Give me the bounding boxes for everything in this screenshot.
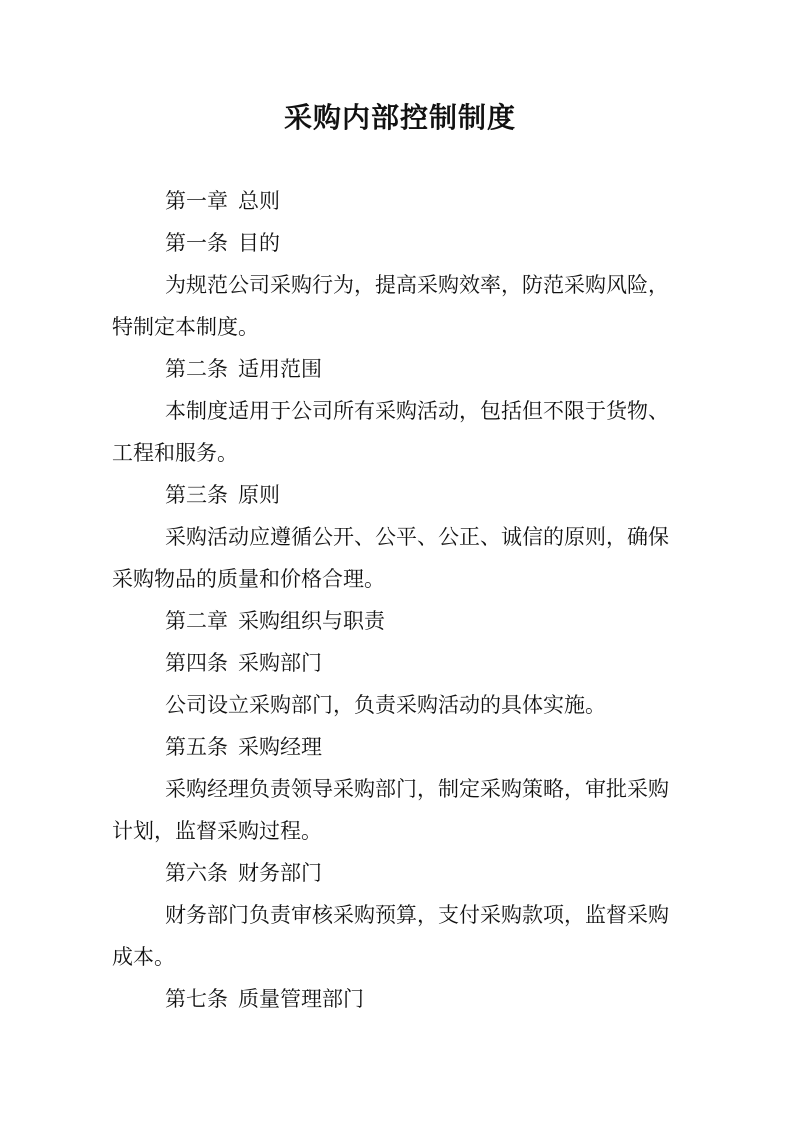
heading-number: 第六条	[165, 861, 228, 885]
paragraph-continuation: 成本。	[112, 945, 175, 969]
heading-text: 目的	[238, 231, 280, 255]
heading-text: 总则	[238, 189, 280, 213]
paragraph-line: 本制度适用于公司所有采购活动，包括但不限于货物、	[165, 399, 669, 423]
paragraph-line: 公司设立采购部门，负责采购活动的具体实施。	[165, 693, 606, 717]
heading-number: 第三条	[165, 483, 228, 507]
heading-number: 第二章	[165, 609, 228, 633]
heading-number: 第一条	[165, 231, 228, 255]
article-heading	[165, 984, 364, 1014]
paragraph-line: 采购经理负责领导采购部门，制定采购策略，审批采购	[165, 777, 669, 801]
document-title: 采购内部控制制度	[283, 101, 516, 134]
paragraph-line: 采购活动应遵循公开、公平、公正、诚信的原则，确保	[165, 525, 669, 549]
heading-number: 第七条	[165, 987, 228, 1011]
heading-text: 采购经理	[238, 735, 322, 759]
heading-number: 第一章	[165, 189, 228, 213]
paragraph-line: 财务部门负责审核采购预算，支付采购款项，监督采购	[165, 903, 669, 927]
paragraph-continuation: 采购物品的质量和价格合理。	[112, 567, 385, 591]
heading-text: 原则	[238, 483, 280, 507]
heading-text: 财务部门	[238, 861, 322, 885]
heading-text: 采购部门	[238, 651, 322, 675]
article-heading	[165, 480, 280, 510]
article-heading	[165, 354, 322, 384]
heading-number: 第四条	[165, 651, 228, 675]
article-heading	[165, 858, 322, 888]
heading-number: 第二条	[165, 357, 228, 381]
chapter-heading	[165, 186, 280, 216]
paragraph-continuation: 计划，监督采购过程。	[112, 819, 322, 843]
paragraph-line: 为规范公司采购行为，提高采购效率，防范采购风险，	[165, 273, 669, 297]
article-heading	[165, 228, 280, 258]
heading-text: 适用范围	[238, 357, 322, 381]
paragraph-continuation: 工程和服务。	[112, 441, 238, 465]
article-heading	[165, 732, 322, 762]
chapter-heading	[165, 606, 385, 636]
article-heading	[165, 648, 322, 678]
heading-text: 质量管理部门	[238, 987, 364, 1011]
paragraph-continuation: 特制定本制度。	[112, 315, 259, 339]
heading-text: 采购组织与职责	[238, 609, 385, 633]
heading-number: 第五条	[165, 735, 228, 759]
